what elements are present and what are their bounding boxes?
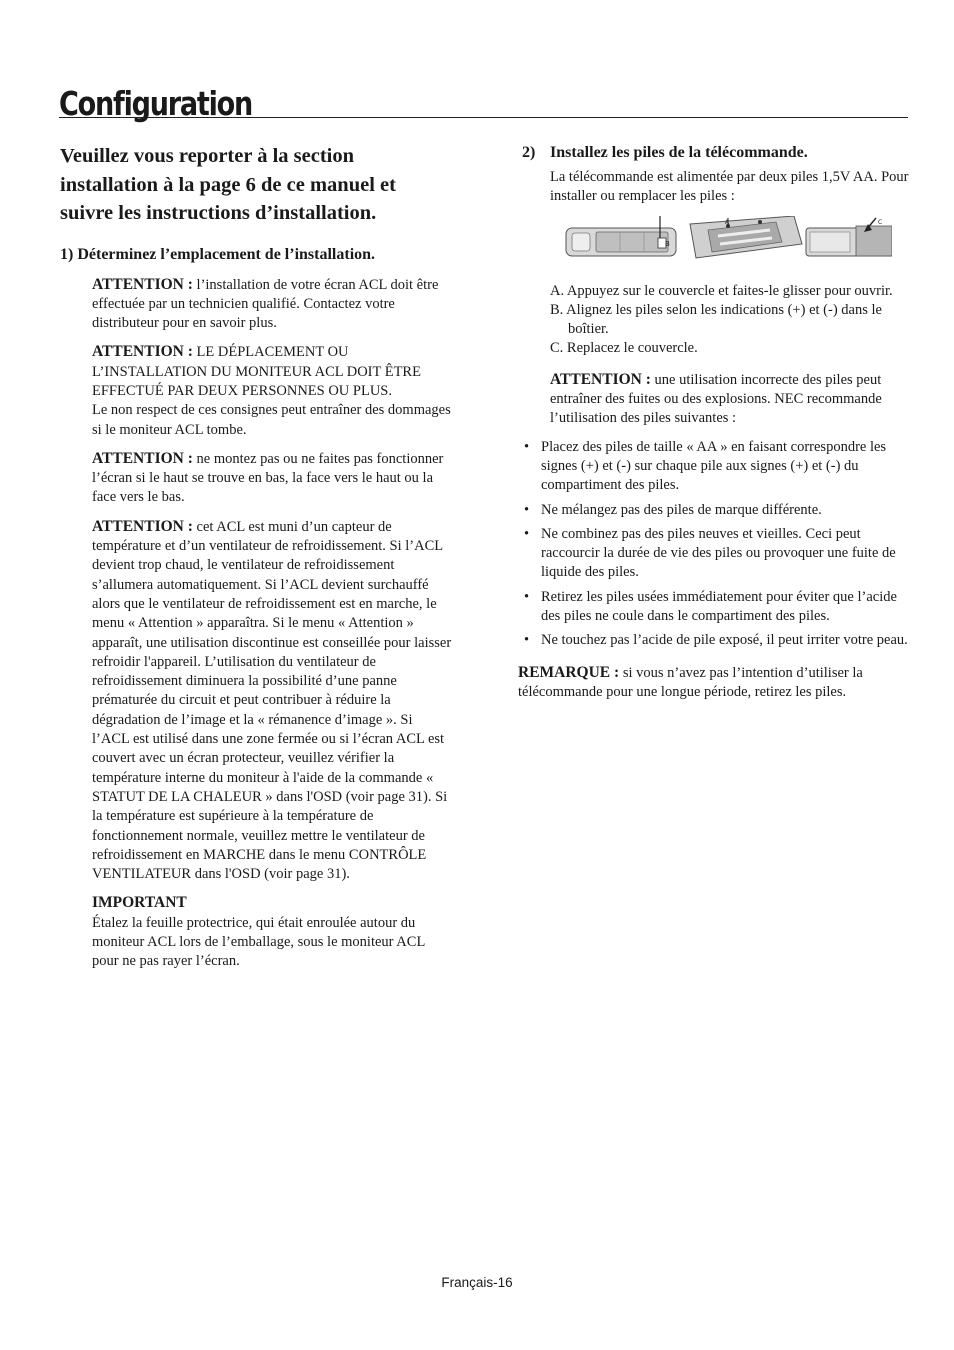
step2-number: 2) xyxy=(522,144,536,161)
important-note xyxy=(92,893,452,971)
page-title: Configuration xyxy=(59,84,253,123)
bullet-icon: • xyxy=(524,438,530,455)
bullet-icon: • xyxy=(524,588,530,605)
battery-attention-text: une utilisation incorrecte des piles peut entraîner des fuites ou des explosions. NEC recommande l’utilisation des piles suivantes : xyxy=(550,371,882,427)
attention-4 xyxy=(92,517,452,885)
left-column xyxy=(60,142,452,981)
attention-1 xyxy=(92,275,452,334)
attention-4-text: cet ACL est muni d’un capteur de température et d’un ventilateur de refroidissement. Si l’ACL devient trop chaud, le ventilateur de refroidissement s’allumera automatiquement. Si l’ACL devient surchauffé alors que le ventilateur de refroidissement est en marche, le menu « Attention » apparaîtra. Si le menu « Attention » apparaît, une utilisation discontinue est conseillée pour laisser refroidir l'appareil. L’utilisation du ventilateur de refroidissement diminuera la possibilité d’une panne prématurée du circuit et peut contribuer à réduire la dégradation de l’image et la « rémanence d’image ». Si l’ACL est utilisé dans une zone fermée ou si l’écran ACL est couvert avec un écran protecteur, veuillez vérifier la température interne du moniteur à l'aide de la commande « STATUT DE LA CHALEUR » dans l'OSD (voir page 31). Si la température est supérieure à la température de fonctionnement normale, veuillez mettre le ventilateur de refroidissement en MARCHE dans le menu CONTRÔLE VENTILATEUR dans l'OSD (voir page 31). xyxy=(92,518,452,883)
list-item: • Placez des piles de taille « AA » en faisant correspondre les signes (+) et (-) sur chaque pile aux signes (+) et (-) du compartiment des piles. xyxy=(524,438,887,494)
attention-3-text: ne montez pas ou ne faites pas fonctionner l’écran si le haut se trouve en bas, la face vers le haut ou la face vers le bas. xyxy=(92,450,444,506)
remarque-text: si vous n’avez pas l’intention d’utiliser la télécommande pour une longue période, retirez les piles. xyxy=(518,664,863,700)
bullet-icon: • xyxy=(524,632,530,649)
remote-1-icon xyxy=(566,216,676,256)
step2-intro: La télécommande est alimentée par deux piles 1,5V AA. Pour installer ou remplacer les piles : xyxy=(550,169,909,205)
install-steps xyxy=(550,282,910,359)
page-footer: Français-16 xyxy=(441,1275,513,1290)
remote-battery-illustration xyxy=(562,216,892,268)
mark-a: A xyxy=(725,218,730,226)
list-item: • Ne mélangez pas des piles de marque différente. xyxy=(518,501,910,520)
attention-2-text: Le non respect de ces consignes peut entraîner des dommages si le moniteur ACL tombe. xyxy=(92,402,451,438)
battery-attention xyxy=(550,370,910,429)
remarque-label: REMARQUE : xyxy=(518,663,620,681)
attention-1-text: l’installation de votre écran ACL doit être effectuée par un technicien qualifié. Contactez votre distributeur pour en savoir plus. xyxy=(92,276,439,332)
bullet-icon: • xyxy=(524,501,530,518)
attention-2-caps: LE DÉPLACEMENT OU L’INSTALLATION DU MONITEUR ACL DOIT ÊTRE EFFECTUÉ PAR DEUX PERSONNES OU PLUS. xyxy=(92,344,421,399)
attention-4-label: ATTENTION : xyxy=(92,517,193,535)
list-item: • Ne touchez pas l’acide de pile exposé, il peut irriter votre peau. xyxy=(518,631,910,650)
install-step-c: C. Replacez le couvercle. xyxy=(550,340,698,357)
step2-heading xyxy=(522,142,910,164)
remote-3-icon xyxy=(806,218,892,256)
install-step-a: A. Appuyez sur le couvercle et faites-le glisser pour ouvrir. xyxy=(550,282,893,299)
important-text: Étalez la feuille protectrice, qui était enroulée autour du moniteur ACL lors de l’emballage, sous le moniteur ACL pour ne pas rayer l’écran. xyxy=(92,914,425,970)
list-item: • Ne combinez pas des piles neuves et vieilles. Ceci peut raccourcir la durée de vie des piles ou provoquer une fuite de liquide des piles. xyxy=(524,525,896,581)
title-rule xyxy=(59,117,908,118)
attention-2-label: ATTENTION : xyxy=(92,343,193,361)
mark-c: C xyxy=(878,218,883,226)
remote-figures-icon xyxy=(562,216,892,268)
battery-attention-label: ATTENTION : xyxy=(550,370,651,388)
mark-b: B xyxy=(665,239,670,248)
right-column xyxy=(518,142,910,711)
install-step-b: B. Alignez les piles selon les indications (+) et (-) dans le boîtier. xyxy=(550,301,882,338)
remarque-note xyxy=(518,663,910,703)
attention-1-label: ATTENTION : xyxy=(92,275,193,293)
bullet-icon: • xyxy=(524,525,530,542)
step1-body xyxy=(92,275,452,972)
important-label: IMPORTANT xyxy=(92,894,187,912)
step1-heading: 1) Déterminez l’emplacement de l’installation. xyxy=(60,245,376,263)
battery-guidelines xyxy=(518,438,910,651)
remote-2-icon xyxy=(690,216,802,258)
attention-3 xyxy=(92,449,452,508)
list-item: • Retirez les piles usées immédiatement pour éviter que l’acide des piles ne coule dans le compartiment des piles. xyxy=(524,588,897,625)
step2-title: Installez les piles de la télécommande. xyxy=(550,144,808,161)
intro-heading: Veuillez vous reporter à la section installation à la page 6 de ce manuel et suivre les instructions d’installation. xyxy=(60,145,396,224)
attention-3-label: ATTENTION : xyxy=(92,449,193,467)
attention-2 xyxy=(92,342,452,439)
